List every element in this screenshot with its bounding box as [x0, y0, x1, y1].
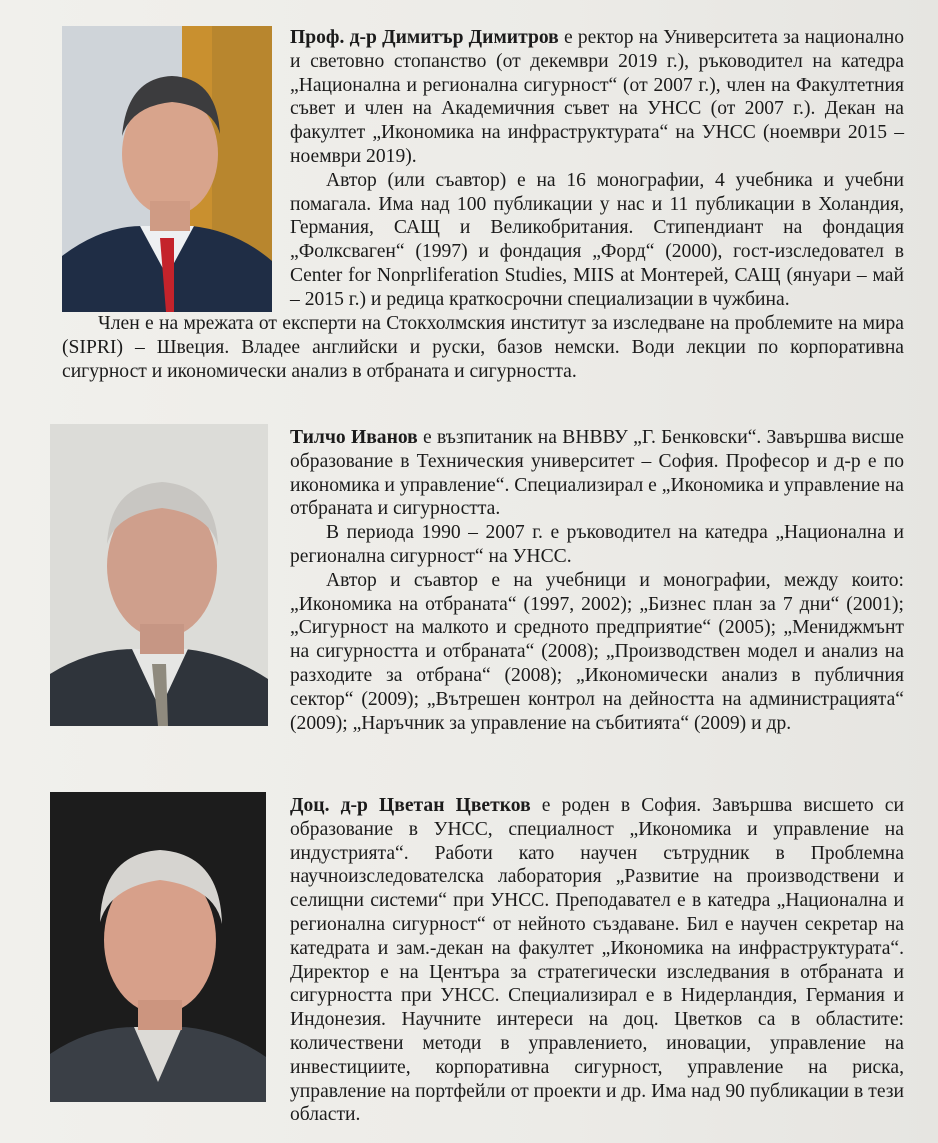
bio-paragraph: Автор и съавтор е на учебници и монографии, между които: „Икономика на отбраната“ (1997, 2002); „Бизнес план за 7 дни“ (2001); „Сигурност на малкото и средното предприятие“ (2005); „Мениджмънт на сигурността и отбраната“ (2008); „Производствен модел и анализ на разходите за отбрана“ (2008); „Икономически анализ в публичния сектор“ (2009); „Вътрешен контрол на дейността на администрацията“ (2009); „Наръчник за управление на събитията“ (2009) и др. — [290, 569, 904, 734]
bio-name: Доц. д-р Цветан Цветков — [290, 795, 531, 816]
bio-text-dimitrov — [290, 26, 904, 312]
bio-paragraph: В периода 1990 – 2007 г. е ръководител на катедра „Национална и регионална сигурност“ на УНСС. — [290, 522, 904, 567]
portrait-photo-dimitrov — [62, 26, 272, 312]
bio-name: Проф. д-р Димитър Димитров — [290, 27, 559, 48]
bio-text-dimitrov-continued — [62, 312, 904, 383]
bio-name: Тилчо Иванов — [290, 427, 418, 448]
bio-paragraph: Проф. д-р Димитър Димитров е ректор на Университета за национално и световно стопанство (от декември 2019 г.), ръководител на катедра „Национална и регионална сигурност“ (от 2007 г.), член на Факултетния съвет и член на Академичния съвет на УНСС (от 2007 г.). Декан на факултет „Икономика на инфраструктурата“ на УНСС (ноември 2015 – ноември 2019). — [290, 27, 904, 167]
bio-paragraph: Тилчо Иванов е възпитаник на ВНВВУ „Г. Бенковски“. Завършва висше образование в Техническия университет – София. Професор и д-р е по икономика и управление“. Специализирал е „Икономика и управление на отбраната и сигурността. — [290, 427, 904, 520]
bio-paragraph: Член е на мрежата от експерти на Стокхолмския институт за изследване на проблемите на мира (SIPRI) – Швеция. Владее английски и руски, базов немски. Води лекции по корпоративна сигурност и икономически анализ в отбраната и сигурността. — [62, 313, 904, 382]
portrait-photo-tsvetkov — [50, 792, 266, 1102]
portrait-photo-ivanov — [50, 424, 268, 726]
bio-text-ivanov — [290, 426, 904, 735]
bio-text-tsvetkov — [290, 794, 904, 1127]
bio-paragraph: Доц. д-р Цветан Цветков е роден в София. Завършва висшето си образование в УНСС, специалност „Икономика и управление на индустрията“. Работи като научен сътрудник в Проблемна научноизследователска лаборатория „Развитие на производствени и селищни системи“ при УНСС. Преподавател е в катедра „Национална и регионална сигурност“ от нейното създаване. Бил е научен секретар на катедрата и зам.-декан на факултет „Икономика на инфраструктурата“. Директор е на Центъра за стратегически изследвания в отбраната и сигурността при УНСС. Специализирал е в Нидерландия, Германия и Индонезия. Научните интереси на доц. Цветков са в областите: количествени методи в управлението, иновации, управление на инвестициите, корпоративна сигурност, управление на риска, управление на портфейли от проекти и др. Има над 90 публикации в тези области. — [290, 795, 904, 1126]
bio-paragraph: Автор (или съавтор) е на 16 монографии, 4 учебника и учебни помагала. Има над 100 публикации у нас и 11 публикации в Холандия, Германия, САЩ и Великобритания. Стипендиант на фондация „Фолксваген“ (1997) и фондация „Форд“ (2000), гост-изследовател в Center for Nonprliferation Studies, MIIS at Монтерей, САЩ (януари – май – 2015 г.) и редица краткосрочни специализации в чужбина. — [290, 169, 904, 310]
